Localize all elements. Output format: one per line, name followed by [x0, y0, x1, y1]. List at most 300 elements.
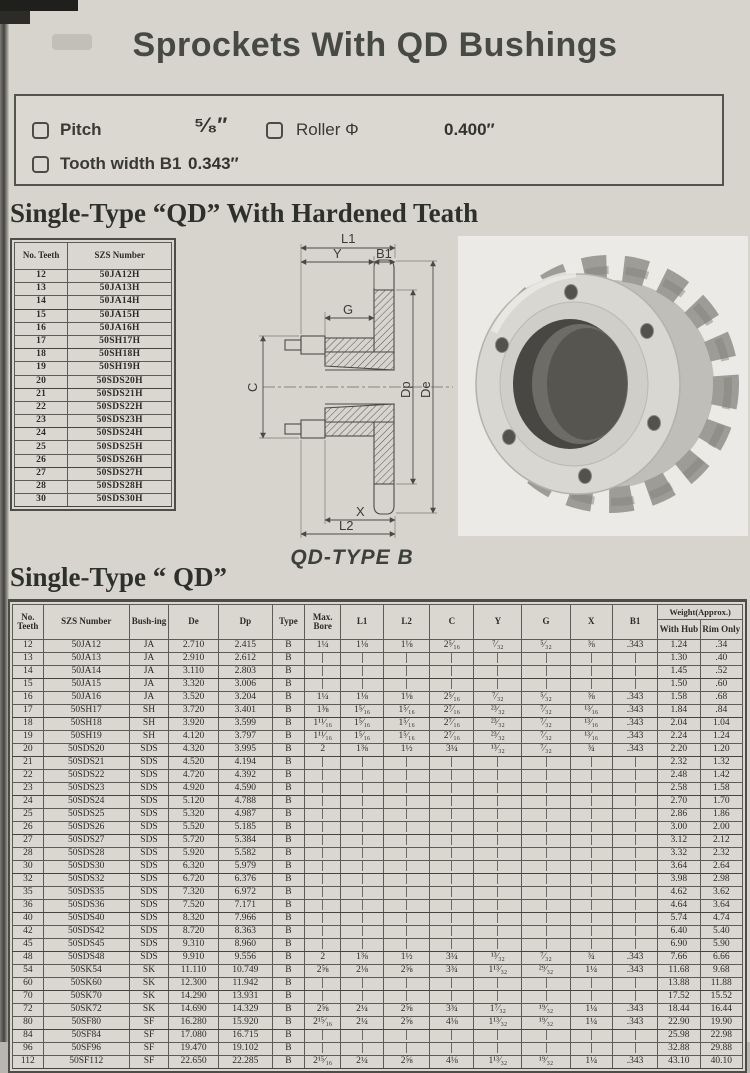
table-cell: 30 — [15, 494, 68, 507]
table-cell: 1¹³⁄₃₂ — [474, 965, 522, 978]
table-cell: 80 — [13, 1017, 44, 1030]
table-cell: 25 — [15, 441, 68, 454]
table-cell: 14.290 — [169, 991, 219, 1004]
table-cell — [474, 1043, 522, 1056]
table-cell: 50SDS23 — [43, 783, 129, 796]
table-cell — [430, 809, 474, 822]
table-cell: ⁷⁄₃₂ — [522, 731, 570, 744]
table-row — [13, 822, 743, 835]
table-cell — [341, 796, 383, 809]
table-cell: SDS — [129, 939, 168, 952]
table-cell: B — [272, 822, 304, 835]
table-cell: 1.86 — [700, 809, 742, 822]
table-cell: 1.30 — [658, 653, 700, 666]
table-cell — [612, 848, 657, 861]
table-row — [13, 939, 743, 952]
table-cell — [474, 653, 522, 666]
table-cell: 11.88 — [700, 978, 742, 991]
table-cell: 1⅛ — [341, 692, 383, 705]
table-cell — [522, 679, 570, 692]
table-cell: B — [272, 666, 304, 679]
table-cell: 19.470 — [169, 1043, 219, 1056]
table-cell: 1¼ — [304, 692, 340, 705]
table-cell: 5.582 — [218, 848, 272, 861]
table-cell: ¹³⁄₁₆ — [570, 731, 612, 744]
table-row — [13, 666, 743, 679]
table-cell: 28 — [15, 481, 68, 494]
table-cell: 50SDS21 — [43, 757, 129, 770]
table-cell: B — [272, 679, 304, 692]
table-cell — [522, 796, 570, 809]
table-cell: SDS — [129, 874, 168, 887]
table-cell: 1¼ — [570, 965, 612, 978]
table-cell: 2.24 — [658, 731, 700, 744]
scan-artifact — [0, 11, 30, 24]
table-cell — [341, 861, 383, 874]
table-cell: 50SDS24H — [68, 428, 172, 441]
table-cell: .343 — [612, 1056, 657, 1069]
table-cell — [430, 1043, 474, 1056]
table-row — [15, 467, 172, 480]
table-cell: 50JA13 — [43, 653, 129, 666]
table-cell: 48 — [13, 952, 44, 965]
table-cell: 5.40 — [700, 926, 742, 939]
table-cell: 2.612 — [218, 653, 272, 666]
table-cell — [612, 939, 657, 952]
table-cell: ⁷⁄₃₂ — [522, 952, 570, 965]
table-cell: 50SDS20 — [43, 744, 129, 757]
table-cell: 7.520 — [169, 900, 219, 913]
table-cell: 21 — [13, 757, 44, 770]
table-cell — [304, 926, 340, 939]
table-row — [13, 705, 743, 718]
table-cell: 3.320 — [169, 679, 219, 692]
table-cell: 16.715 — [218, 1030, 272, 1043]
table-cell — [522, 1043, 570, 1056]
table-cell: B — [272, 939, 304, 952]
table-cell: ²³⁄₃₂ — [474, 705, 522, 718]
table-cell: 50SH19H — [68, 362, 172, 375]
table-cell: SH — [129, 705, 168, 718]
table-cell: .343 — [612, 705, 657, 718]
table-cell: ⁵⁄₃₂ — [522, 692, 570, 705]
table-cell: 3.204 — [218, 692, 272, 705]
table-cell — [612, 679, 657, 692]
table-cell: SDS — [129, 900, 168, 913]
table-cell — [383, 666, 430, 679]
table-cell: 5.74 — [658, 913, 700, 926]
table-cell — [570, 679, 612, 692]
table-cell: B — [272, 718, 304, 731]
table-cell — [383, 939, 430, 952]
table-cell: 50SDS22 — [43, 770, 129, 783]
table-cell: 2 — [304, 952, 340, 965]
table-cell: 22.285 — [218, 1056, 272, 1069]
table-cell — [522, 861, 570, 874]
table-cell: 22.98 — [700, 1030, 742, 1043]
table-cell: 2.32 — [658, 757, 700, 770]
table-cell — [474, 939, 522, 952]
table-cell: 5.384 — [218, 835, 272, 848]
table-cell: 3.995 — [218, 744, 272, 757]
table-cell — [474, 887, 522, 900]
table-row — [13, 900, 743, 913]
table-row — [15, 388, 172, 401]
table-cell — [612, 796, 657, 809]
table-cell: 14 — [13, 666, 44, 679]
col-header-with-hub: With Hub — [658, 620, 700, 640]
table-cell — [383, 783, 430, 796]
table-cell: SDS — [129, 952, 168, 965]
table-cell: 4.987 — [218, 809, 272, 822]
table-cell: B — [272, 770, 304, 783]
table-cell: 1.32 — [700, 757, 742, 770]
table-cell — [612, 1043, 657, 1056]
table-cell: 32.88 — [658, 1043, 700, 1056]
label-x: X — [356, 504, 365, 519]
table-cell: ⁵⁄₃₂ — [522, 640, 570, 653]
table-cell: 6.376 — [218, 874, 272, 887]
table-cell: 3.006 — [218, 679, 272, 692]
table-cell — [474, 666, 522, 679]
table-cell: 4⅛ — [430, 1017, 474, 1030]
table-cell: 5.185 — [218, 822, 272, 835]
table-cell: SF — [129, 1056, 168, 1069]
table-cell — [304, 978, 340, 991]
table-cell: ⁷⁄₃₂ — [522, 705, 570, 718]
col-header-dp: Dp — [218, 605, 272, 640]
table-cell — [570, 783, 612, 796]
table-cell: .40 — [700, 653, 742, 666]
table-cell: 2⅛ — [341, 965, 383, 978]
table-cell: 50SF96 — [43, 1043, 129, 1056]
table-cell: B — [272, 913, 304, 926]
table-cell: ¾ — [570, 744, 612, 757]
table-cell: 1.45 — [658, 666, 700, 679]
table-cell: 2¹⁵⁄₁₆ — [304, 1056, 340, 1069]
table-cell — [474, 900, 522, 913]
table-cell — [570, 926, 612, 939]
table-cell: 50JA12H — [68, 270, 172, 283]
col-header-g: G — [522, 605, 570, 640]
table-cell — [341, 978, 383, 991]
qd-table — [8, 599, 747, 1073]
table-cell: 1.70 — [700, 796, 742, 809]
table-cell: .68 — [700, 692, 742, 705]
table-cell: 3.00 — [658, 822, 700, 835]
table-cell: 14.329 — [218, 1004, 272, 1017]
table-cell: ¹⁹⁄₃₂ — [522, 1017, 570, 1030]
table-cell: 1⁵⁄₁₆ — [341, 731, 383, 744]
table-row — [13, 848, 743, 861]
table-cell: ¹⁹⁄₃₂ — [522, 1004, 570, 1017]
label-c: C — [245, 382, 260, 392]
table-cell: B — [272, 731, 304, 744]
table-cell: 1⁵⁄₁₆ — [383, 718, 430, 731]
table-cell: ¹⁹⁄₃₂ — [522, 1056, 570, 1069]
table-cell: 16 — [13, 692, 44, 705]
table-cell: 2⅝ — [383, 1056, 430, 1069]
table-cell: 50JA14 — [43, 666, 129, 679]
table-cell: 5.520 — [169, 822, 219, 835]
table-cell — [383, 861, 430, 874]
table-row — [13, 887, 743, 900]
table-cell: 11.110 — [169, 965, 219, 978]
table-cell: 112 — [13, 1056, 44, 1069]
table-cell — [522, 757, 570, 770]
table-cell: 7.66 — [658, 952, 700, 965]
table-cell: .343 — [612, 1004, 657, 1017]
table-cell: B — [272, 965, 304, 978]
table-cell — [430, 913, 474, 926]
table-cell: 17.52 — [658, 991, 700, 1004]
table-cell — [341, 770, 383, 783]
col-header-l1: L1 — [341, 605, 383, 640]
table-cell: ⅜ — [570, 640, 612, 653]
table-cell: 20 — [15, 375, 68, 388]
table-cell: 18 — [15, 349, 68, 362]
table-cell — [383, 978, 430, 991]
table-cell: 24 — [15, 428, 68, 441]
tooth-width-label: Tooth width B1 — [60, 154, 182, 173]
table-row — [13, 952, 743, 965]
table-cell: 19 — [13, 731, 44, 744]
table-cell: 50SH17 — [43, 705, 129, 718]
table-row — [13, 926, 743, 939]
table-cell: 50SDS21H — [68, 388, 172, 401]
table-cell: 50SH18 — [43, 718, 129, 731]
table-cell — [570, 861, 612, 874]
table-cell — [430, 770, 474, 783]
table-cell: 4.920 — [169, 783, 219, 796]
col-header-bushing: Bush-ing — [129, 605, 168, 640]
table-cell — [341, 679, 383, 692]
table-cell: 1⅛ — [383, 640, 430, 653]
table-cell: B — [272, 809, 304, 822]
col-header-szs: SZS Number — [68, 243, 172, 270]
table-cell: 45 — [13, 939, 44, 952]
table-cell — [304, 1043, 340, 1056]
table-cell: 2.00 — [700, 822, 742, 835]
table-cell: 2⅝ — [383, 1017, 430, 1030]
table-cell: 50SDS45 — [43, 939, 129, 952]
table-cell: 2⁵⁄₁₆ — [430, 640, 474, 653]
table-cell: 2.98 — [700, 874, 742, 887]
table-cell: SF — [129, 1030, 168, 1043]
table-cell: 4.590 — [218, 783, 272, 796]
table-cell — [522, 874, 570, 887]
table-cell — [522, 653, 570, 666]
table-cell: 1.58 — [658, 692, 700, 705]
table-cell: SK — [129, 978, 168, 991]
table-cell: 1⅛ — [383, 692, 430, 705]
table-cell: 2.415 — [218, 640, 272, 653]
table-cell: SDS — [129, 848, 168, 861]
table-cell: 3.401 — [218, 705, 272, 718]
table-cell: 22 — [15, 401, 68, 414]
table-cell: 2¼ — [341, 1017, 383, 1030]
table-cell: SDS — [129, 809, 168, 822]
table-cell — [570, 757, 612, 770]
table-cell: 9.68 — [700, 965, 742, 978]
table-cell — [383, 1043, 430, 1056]
table-cell — [383, 991, 430, 1004]
label-dp: Dp — [398, 381, 413, 398]
table-cell — [612, 861, 657, 874]
table-cell: 9.310 — [169, 939, 219, 952]
table-cell — [612, 809, 657, 822]
roller-label: Roller Φ — [296, 120, 359, 139]
label-b1: B1 — [376, 246, 392, 261]
table-cell: 72 — [13, 1004, 44, 1017]
table-cell: 2.04 — [658, 718, 700, 731]
table-cell — [383, 926, 430, 939]
table-cell: 4.62 — [658, 887, 700, 900]
table-cell: SH — [129, 718, 168, 731]
table-cell: 3.32 — [658, 848, 700, 861]
table-row — [13, 757, 743, 770]
table-cell: 22.90 — [658, 1017, 700, 1030]
table-cell: 40.10 — [700, 1056, 742, 1069]
table-cell: 16.280 — [169, 1017, 219, 1030]
table-cell: .343 — [612, 1017, 657, 1030]
table-cell — [430, 822, 474, 835]
table-cell — [430, 874, 474, 887]
table-cell: 1¼ — [570, 1056, 612, 1069]
table-cell: .343 — [612, 952, 657, 965]
table-cell: 2.32 — [700, 848, 742, 861]
table-cell: 4.520 — [169, 757, 219, 770]
table-cell: 22.650 — [169, 1056, 219, 1069]
table-cell — [570, 796, 612, 809]
table-row — [13, 965, 743, 978]
table-cell: B — [272, 1004, 304, 1017]
table-cell — [430, 926, 474, 939]
label-de: De — [418, 381, 433, 398]
table-row — [15, 415, 172, 428]
col-header-rim-only: Rim Only — [700, 620, 742, 640]
table-cell: 5.920 — [169, 848, 219, 861]
table-cell: SDS — [129, 744, 168, 757]
table-cell: 3.12 — [658, 835, 700, 848]
table-cell: 50SF80 — [43, 1017, 129, 1030]
table-cell: 2.58 — [658, 783, 700, 796]
table-cell: 1.58 — [700, 783, 742, 796]
table-cell: .343 — [612, 692, 657, 705]
table-cell: 50SK70 — [43, 991, 129, 1004]
table-cell — [430, 666, 474, 679]
table-cell: 3.797 — [218, 731, 272, 744]
col-header-teeth: No. Teeth — [15, 243, 68, 270]
table-cell — [304, 653, 340, 666]
table-cell: 10.749 — [218, 965, 272, 978]
table-cell — [383, 822, 430, 835]
table-row — [15, 322, 172, 335]
table-cell: 2.70 — [658, 796, 700, 809]
table-cell: B — [272, 1056, 304, 1069]
col-header-de: De — [169, 605, 219, 640]
table-cell — [570, 978, 612, 991]
table-cell — [612, 653, 657, 666]
table-cell: 1.42 — [700, 770, 742, 783]
table-cell: 1⁵⁄₁₆ — [383, 731, 430, 744]
table-cell: 2⅝ — [383, 1004, 430, 1017]
table-cell — [383, 1030, 430, 1043]
table-cell: 13.88 — [658, 978, 700, 991]
table-cell: SDS — [129, 822, 168, 835]
table-cell: B — [272, 653, 304, 666]
table-cell: 1⁵⁄₁₆ — [341, 705, 383, 718]
table-cell: 9.910 — [169, 952, 219, 965]
table-cell — [612, 835, 657, 848]
table-cell: 13 — [13, 653, 44, 666]
table-cell: 50JA13H — [68, 283, 172, 296]
table-cell — [430, 887, 474, 900]
table-cell: 70 — [13, 991, 44, 1004]
table-cell — [612, 874, 657, 887]
table-cell — [612, 887, 657, 900]
table-cell: B — [272, 848, 304, 861]
table-cell: 2¼ — [341, 1004, 383, 1017]
table-cell: 1.50 — [658, 679, 700, 692]
table-cell — [474, 809, 522, 822]
table-cell — [383, 835, 430, 848]
table-cell — [383, 809, 430, 822]
table-row — [13, 731, 743, 744]
table-row — [13, 770, 743, 783]
table-cell — [522, 809, 570, 822]
drawing-caption: QD-TYPE B — [290, 546, 414, 569]
table-cell: 15 — [15, 309, 68, 322]
table-cell — [304, 861, 340, 874]
table-cell — [522, 783, 570, 796]
table-cell: SK — [129, 991, 168, 1004]
table-cell: 6.40 — [658, 926, 700, 939]
table-cell — [304, 757, 340, 770]
table-cell: 13.931 — [218, 991, 272, 1004]
table-cell: 32 — [13, 874, 44, 887]
table-cell — [474, 991, 522, 1004]
table-cell: B — [272, 874, 304, 887]
table-cell: 20 — [13, 744, 44, 757]
table-cell — [304, 796, 340, 809]
table-cell: 4.64 — [658, 900, 700, 913]
label-l1: L1 — [341, 231, 356, 246]
table-cell: 19.102 — [218, 1043, 272, 1056]
table-cell — [304, 666, 340, 679]
table-cell — [570, 913, 612, 926]
table-cell — [341, 874, 383, 887]
table-cell: 19.90 — [700, 1017, 742, 1030]
table-cell — [383, 796, 430, 809]
table-cell: 18 — [13, 718, 44, 731]
table-cell: 1.04 — [700, 718, 742, 731]
table-cell — [570, 666, 612, 679]
table-cell: 1⅛ — [341, 640, 383, 653]
table-row — [13, 1017, 743, 1030]
table-cell — [522, 978, 570, 991]
table-cell — [612, 900, 657, 913]
roller-value: 0.400″ — [444, 120, 495, 139]
table-row — [13, 1043, 743, 1056]
table-cell: 50SDS28 — [43, 848, 129, 861]
table-cell: 1½ — [383, 952, 430, 965]
table-row — [15, 454, 172, 467]
table-cell: 22 — [13, 770, 44, 783]
table-cell: 50SDS27 — [43, 835, 129, 848]
table-cell: 2.12 — [700, 835, 742, 848]
table-cell — [474, 1030, 522, 1043]
